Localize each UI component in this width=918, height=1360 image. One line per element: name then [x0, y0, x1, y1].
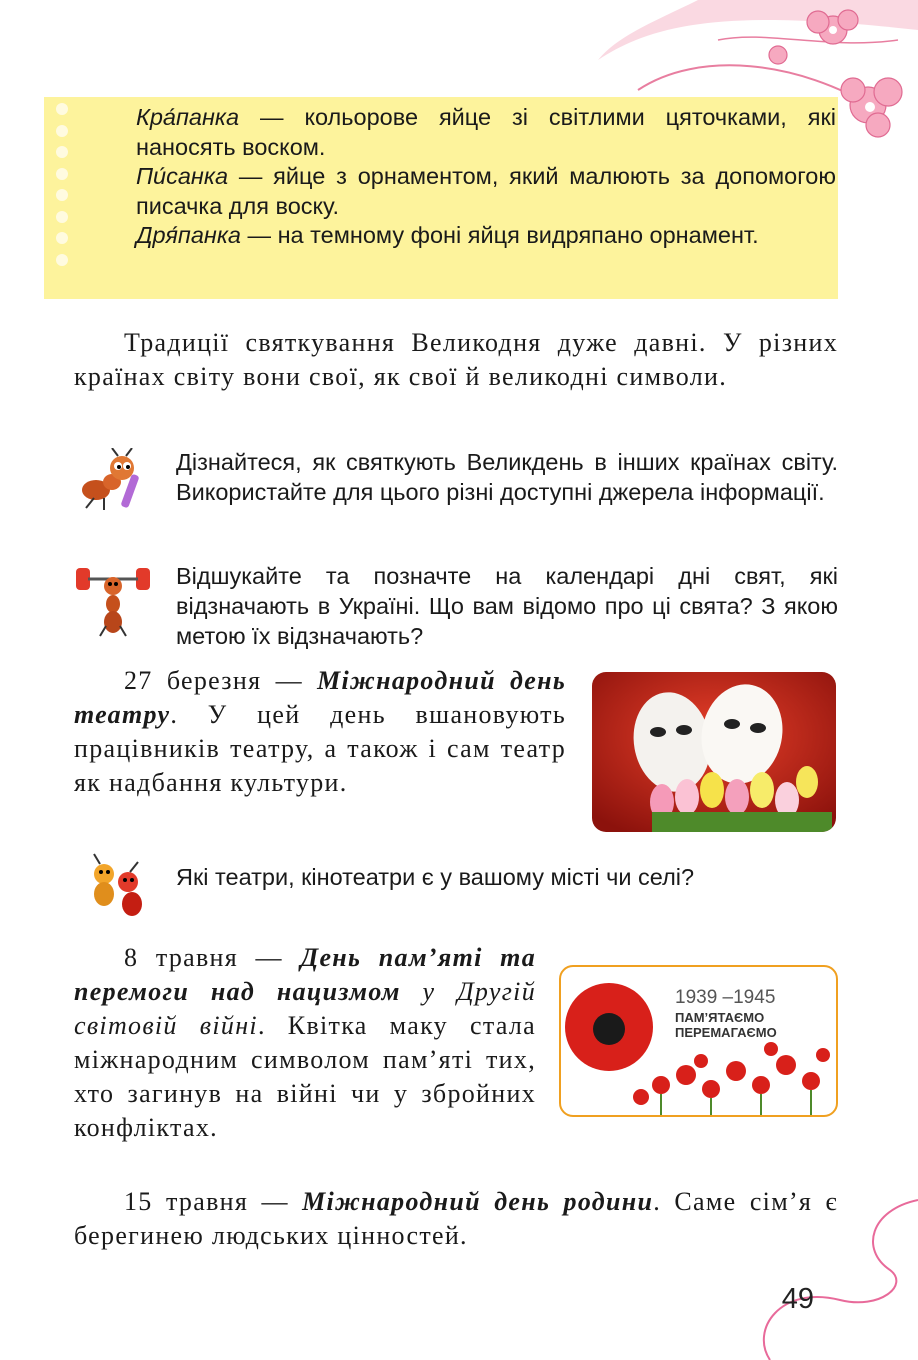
term-krapanka: Кра́панка — [136, 104, 240, 130]
definition-drapanka — [136, 221, 836, 251]
poppy-years: 1939 –1945 — [675, 987, 776, 1008]
ants-pair-icon — [82, 852, 154, 922]
task-learn-easter-text: Дізнайтеся, як святкують Великдень в інших країнах світу. Використайте для цього різні доступні джерела інформації. — [176, 449, 838, 505]
ant-writing-icon — [74, 448, 144, 512]
theatre-day-date: 27 березня — — [124, 666, 318, 695]
theatre-day-paragraph — [74, 664, 566, 800]
theatre-masks-image — [592, 672, 836, 832]
definition-pysanka — [136, 162, 836, 221]
victory-day-title-continued: у Другій світовій війні — [74, 977, 536, 1040]
task-theatres-text: Які театри, кінотеатри є у вашому місті чи селі? — [176, 864, 695, 890]
easter-traditions-paragraph: Традиції святкування Великодня дуже давні. У різних країнах світу вони свої, як свої й великодні символи. — [74, 328, 838, 391]
term-drapanka: Дря́панка — [136, 222, 242, 248]
definition-drapanka-text: — на темному фоні яйця видряпано орнамент. — [241, 222, 759, 248]
poppy-slogan-win: ПЕРЕМАГАЄМО — [675, 1025, 777, 1040]
definition-krapanka — [136, 103, 836, 162]
family-day-text: . Саме сім’я є берегинею людських цінностей. — [74, 1187, 838, 1250]
definition-pysanka-text: — яйце з орнаментом, який малюють за допомогою писачка для воску. — [136, 163, 836, 219]
family-day-title: Міжнародний день родини — [302, 1187, 654, 1216]
victory-day-paragraph — [74, 941, 536, 1145]
term-pysanka: Пи́санка — [136, 163, 229, 189]
poppy-remembrance-image — [559, 965, 838, 1117]
theatre-day-title: Міжнародний день театру — [74, 666, 567, 729]
page-number: 49 — [781, 1283, 814, 1315]
victory-day-title: День пам’яті та перемоги над нацизмом — [74, 943, 536, 1006]
poppy-slogan-remember: ПАМ’ЯТАЄМО — [675, 1010, 765, 1025]
definition-krapanka-text: — кольорове яйце зі світлими цяточками, які наносять воском. — [136, 104, 836, 160]
family-day-paragraph — [74, 1185, 838, 1253]
victory-day-date: 8 травня — — [124, 943, 301, 972]
theatre-day-text: . У цей день вшановують працівників театру, а також і сам театр як надбання культури. — [74, 700, 566, 797]
note-binding-holes — [56, 103, 74, 293]
ant-weightlifter-icon — [74, 562, 152, 638]
task-calendar-text: Відшукайте та позначте на календарі дні свят, які відзначають в Україні. Що вам відомо про ці свята? З якою метою їх відзначають? — [176, 563, 838, 649]
family-day-date: 15 травня — — [124, 1187, 303, 1216]
page-number-swirl-decoration — [740, 1190, 918, 1360]
definitions-note — [44, 97, 838, 299]
victory-day-text: . Квітка маку стала міжнародним символом пам’яті тих, хто загинув на війні чи у збройних конфліктах. — [74, 1011, 536, 1142]
